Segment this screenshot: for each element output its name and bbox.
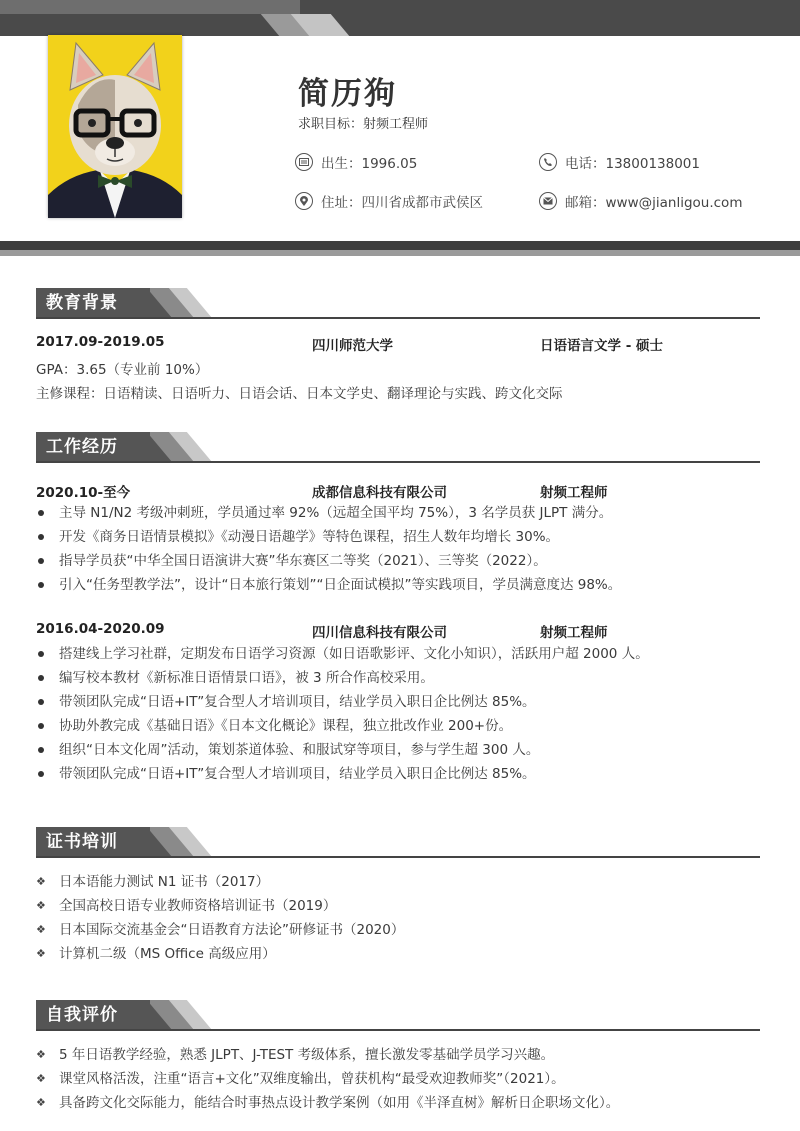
job-company: 四川信息科技有限公司: [312, 625, 447, 641]
job-period: 2020.10-至今: [36, 485, 131, 501]
education-section-header: [36, 288, 760, 318]
self-title: 自我评价: [36, 1000, 150, 1030]
id-card-icon: [295, 153, 313, 171]
education-title: 教育背景: [36, 288, 150, 318]
list-item: ❖ 课堂风格活泼，注重“语言+文化”双维度输出，曾获机构“最受欢迎教师奖”（2021）。: [36, 1071, 565, 1087]
list-item: 编写校本教材《新标准日语情景口语》，被 3 所合作高校采用。: [36, 666, 766, 690]
birth-text: 出生：1996.05: [321, 156, 418, 172]
list-item: ❖ 日本国际交流基金会“日语教育方法论”研修证书（2020）: [36, 922, 405, 938]
self-list: [36, 1043, 766, 1115]
education-gpa: GPA：3.65（专业前 10%）: [36, 362, 209, 378]
header-divider-accent: [0, 250, 800, 256]
phone-icon: [539, 153, 557, 171]
candidate-name: 简历狗: [298, 76, 397, 112]
envelope-icon: [539, 192, 557, 210]
job-position: 射频工程师: [540, 485, 608, 501]
job-duties-list: [36, 501, 766, 597]
work-title: 工作经历: [36, 432, 150, 462]
avatar: [48, 35, 182, 218]
job-company: 成都信息科技有限公司: [312, 485, 447, 501]
education-major: 日语语言文学 - 硕士: [540, 338, 664, 354]
list-item: 引入“任务型教学法”，设计“日本旅行策划”“日企面试模拟”等实践项目，学员满意度达 98%。: [36, 573, 766, 597]
list-item: ❖ 5 年日语教学经验，熟悉 JLPT、J-TEST 考级体系，擅长激发零基础学员学习兴趣。: [36, 1047, 555, 1063]
certs-title: 证书培训: [36, 827, 150, 857]
list-item: 协助外教完成《基础日语》《日本文化概论》课程，独立批改作业 200+份。: [36, 714, 766, 738]
address-text: 住址：四川省成都市武侯区: [321, 195, 483, 211]
list-item: 带领团队完成“日语+IT”复合型人才培训项目，结业学员入职日企比例达 85%。: [36, 690, 766, 714]
education-courses: 主修课程：日语精读、日语听力、日语会话、日本文学史、翻译理论与实践、跨文化交际: [36, 386, 563, 402]
header-bar-accent: [0, 0, 300, 14]
header-divider: [0, 241, 800, 250]
certs-section-header: [36, 827, 760, 857]
address-info: [295, 191, 483, 211]
list-item: 带领团队完成“日语+IT”复合型人才培训项目，结业学员入职日企比例达 85%。: [36, 762, 766, 786]
job-position: 射频工程师: [540, 625, 608, 641]
birth-info: [295, 152, 417, 172]
job-period: 2016.04-2020.09: [36, 621, 165, 637]
list-item: 主导 N1/N2 考级冲刺班，学员通过率 92%（远超全国平均 75%），3 名学员获 JLPT 满分。: [36, 501, 766, 525]
work-section-header: [36, 432, 760, 462]
self-section-header: [36, 1000, 760, 1030]
job-target: 求职目标：射频工程师: [298, 117, 429, 132]
list-item: 搭建线上学习社群，定期发布日语学习资源（如日语歌影评、文化小知识），活跃用户超 2000 人。: [36, 642, 766, 666]
email-info: [539, 191, 742, 211]
education-school: 四川师范大学: [312, 338, 393, 354]
list-item: 指导学员获“中华全国日语演讲大赛”华东赛区二等奖（2021）、三等奖（2022）。: [36, 549, 766, 573]
certs-list: [36, 870, 766, 966]
list-item: ❖ 计算机二级（MS Office 高级应用）: [36, 946, 276, 962]
list-item: ❖ 具备跨文化交际能力，能结合时事热点设计教学案例（如用《半泽直树》解析日企职场文化）。: [36, 1095, 620, 1111]
job-duties-list: [36, 642, 766, 786]
phone-info: [539, 152, 700, 172]
list-item: 开发《商务日语情景模拟》《动漫日语趣学》等特色课程，招生人数年均增长 30%。: [36, 525, 766, 549]
list-item: ❖ 全国高校日语专业教师资格培训证书（2019）: [36, 898, 337, 914]
phone-text: 电话：13800138001: [565, 156, 700, 172]
email-text: 邮箱：www@jianligou.com: [565, 195, 743, 211]
list-item: 组织“日本文化周”活动，策划茶道体验、和服试穿等项目，参与学生超 300 人。: [36, 738, 766, 762]
location-pin-icon: [295, 192, 313, 210]
list-item: ❖ 日本语能力测试 N1 证书（2017）: [36, 874, 270, 890]
education-period: 2017.09-2019.05: [36, 334, 165, 350]
